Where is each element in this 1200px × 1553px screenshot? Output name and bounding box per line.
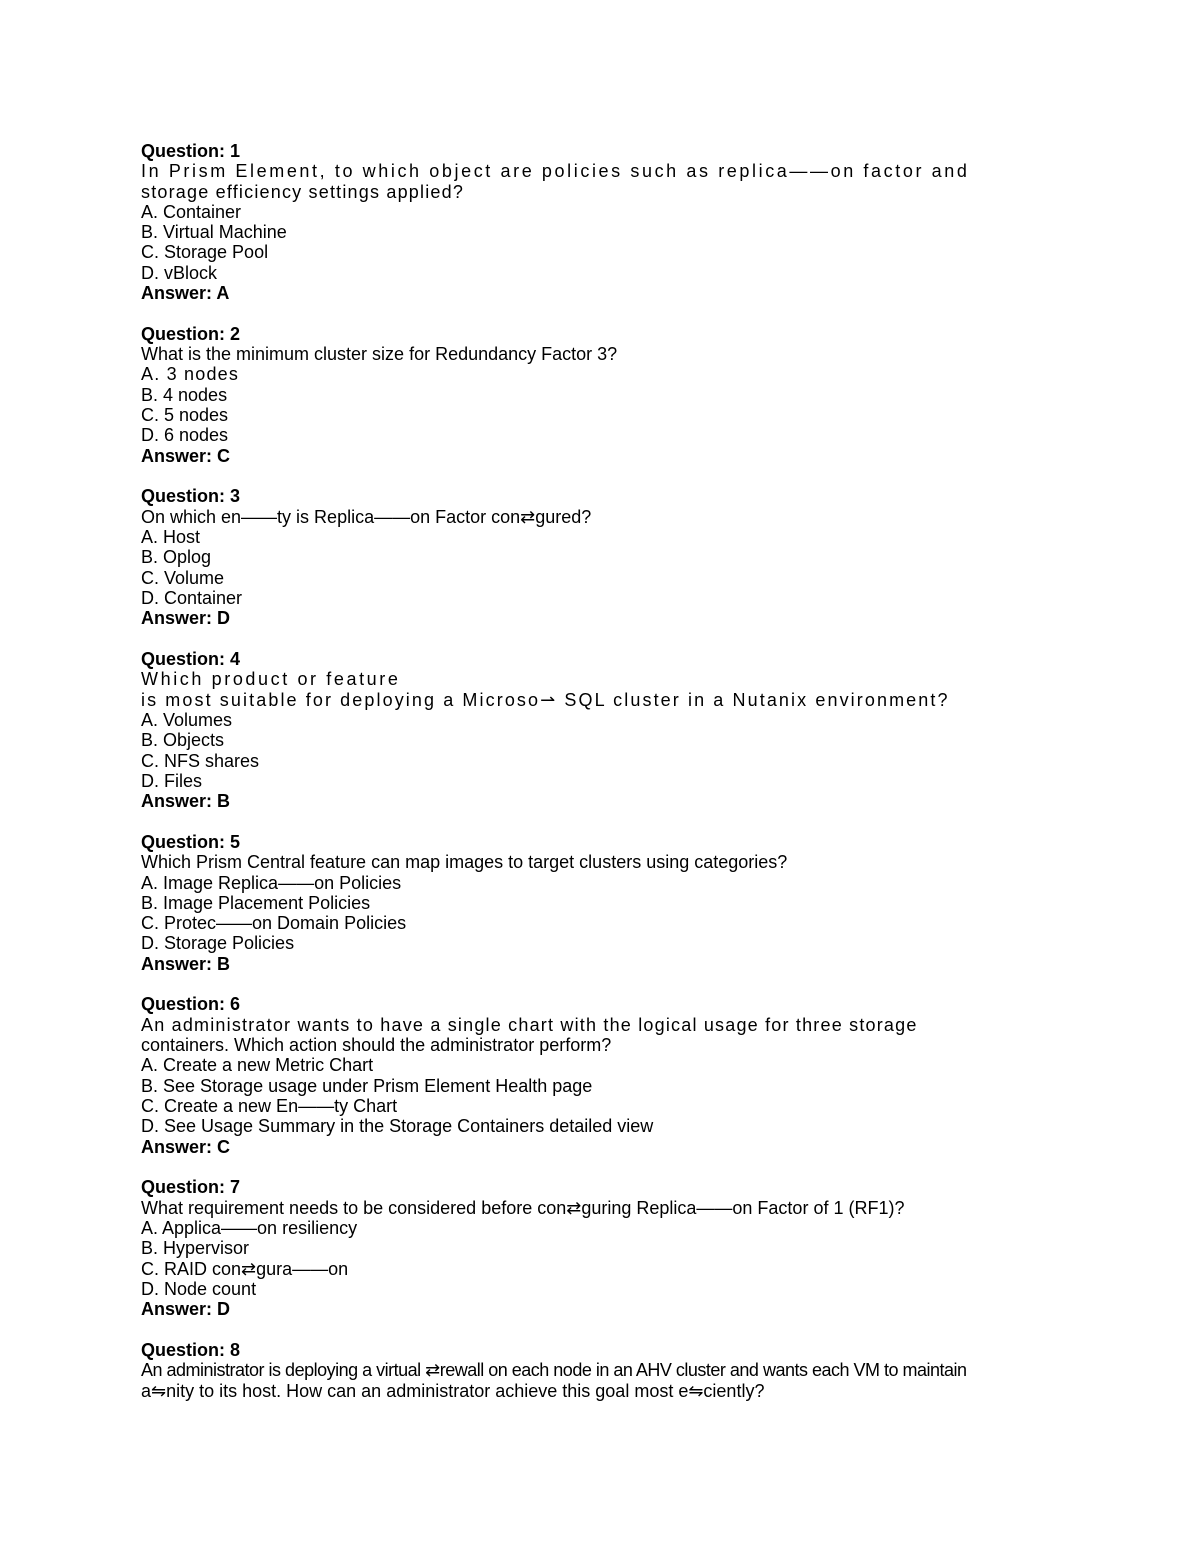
answer-option: A. 3 nodes <box>141 364 240 385</box>
question-block-1 <box>141 141 1151 303</box>
document-page <box>141 141 1151 1421</box>
answer-option: A. Image Replica——on Policies <box>141 872 402 893</box>
answer-option: A. Volumes <box>141 709 233 730</box>
question-text: An administrator is deploying a virtual ⇄rewall on each node in an AHV cluster and wants each VM to maintain <box>141 1360 967 1381</box>
answer-option: B. Virtual Machine <box>141 222 287 243</box>
correct-answer: Answer: A <box>141 283 230 304</box>
answer-option: C. RAID con⇄gura——on <box>141 1258 349 1279</box>
question-heading: Question: 6 <box>141 994 241 1015</box>
answer-option: D. 6 nodes <box>141 425 229 446</box>
correct-answer: Answer: C <box>141 445 231 466</box>
question-block-5 <box>141 832 1151 974</box>
answer-option: A. Container <box>141 201 242 222</box>
question-text: What is the minimum cluster size for Redundancy Factor 3? <box>141 344 618 365</box>
question-heading: Question: 3 <box>141 486 241 507</box>
question-block-7 <box>141 1177 1151 1319</box>
answer-option: D. vBlock <box>141 262 218 283</box>
question-block-8 <box>141 1340 1151 1401</box>
answer-option: C. Volume <box>141 567 225 588</box>
question-text: a⇋nity to its host. How can an administrator achieve this goal most e⇋ciently? <box>141 1380 765 1401</box>
question-heading: Question: 7 <box>141 1177 241 1198</box>
answer-option: D. See Usage Summary in the Storage Containers detailed view <box>141 1116 654 1137</box>
question-text: containers. Which action should the administrator perform? <box>141 1035 612 1056</box>
question-text: Which Prism Central feature can map images to target clusters using categories? <box>141 852 788 873</box>
answer-option: C. Create a new En——ty Chart <box>141 1095 398 1116</box>
correct-answer: Answer: B <box>141 953 231 974</box>
answer-option: C. Storage Pool <box>141 242 269 263</box>
correct-answer: Answer: D <box>141 1299 231 1320</box>
answer-option: C. NFS shares <box>141 750 260 771</box>
answer-option: C. 5 nodes <box>141 405 229 426</box>
question-heading: Question: 4 <box>141 649 241 670</box>
question-text: Which product or feature <box>141 669 401 690</box>
question-heading: Question: 5 <box>141 831 241 852</box>
question-heading: Question: 8 <box>141 1339 241 1360</box>
question-heading: Question: 1 <box>141 141 241 161</box>
question-text: On which en——ty is Replica——on Factor con⇄gured? <box>141 506 592 527</box>
answer-option: C. Protec——on Domain Policies <box>141 913 407 934</box>
question-text: is most suitable for deploying a Microso⇀ SQL cluster in a Nutanix environment? <box>141 689 950 710</box>
correct-answer: Answer: D <box>141 608 231 629</box>
answer-option: D. Node count <box>141 1278 257 1299</box>
answer-option: B. See Storage usage under Prism Element Health page <box>141 1075 593 1096</box>
correct-answer: Answer: B <box>141 791 231 812</box>
correct-answer: Answer: C <box>141 1136 231 1157</box>
answer-option: B. Oplog <box>141 547 212 568</box>
answer-option: D. Files <box>141 770 203 791</box>
answer-option: A. Create a new Metric Chart <box>141 1055 374 1076</box>
question-text: An administrator wants to have a single chart with the logical usage for three storage <box>141 1014 918 1035</box>
answer-option: D. Container <box>141 587 243 608</box>
question-heading: Question: 2 <box>141 323 241 344</box>
answer-option: B. Hypervisor <box>141 1238 250 1259</box>
answer-option: B. Image Placement Policies <box>141 892 371 913</box>
answer-option: A. Host <box>141 527 201 548</box>
question-text: In Prism Element, to which object are policies such as replica——on factor and <box>141 161 970 182</box>
answer-option: B. 4 nodes <box>141 384 228 405</box>
question-text: What requirement needs to be considered before con⇄guring Replica——on Factor of 1 (RF1)? <box>141 1197 905 1218</box>
question-block-4 <box>141 649 1151 811</box>
question-block-6 <box>141 994 1151 1156</box>
answer-option: D. Storage Policies <box>141 933 295 954</box>
answer-option: B. Objects <box>141 730 225 751</box>
answer-option: A. Applica——on resiliency <box>141 1217 358 1238</box>
question-block-3 <box>141 486 1151 628</box>
question-text: storage efficiency settings applied? <box>141 181 465 202</box>
question-block-2 <box>141 324 1151 466</box>
